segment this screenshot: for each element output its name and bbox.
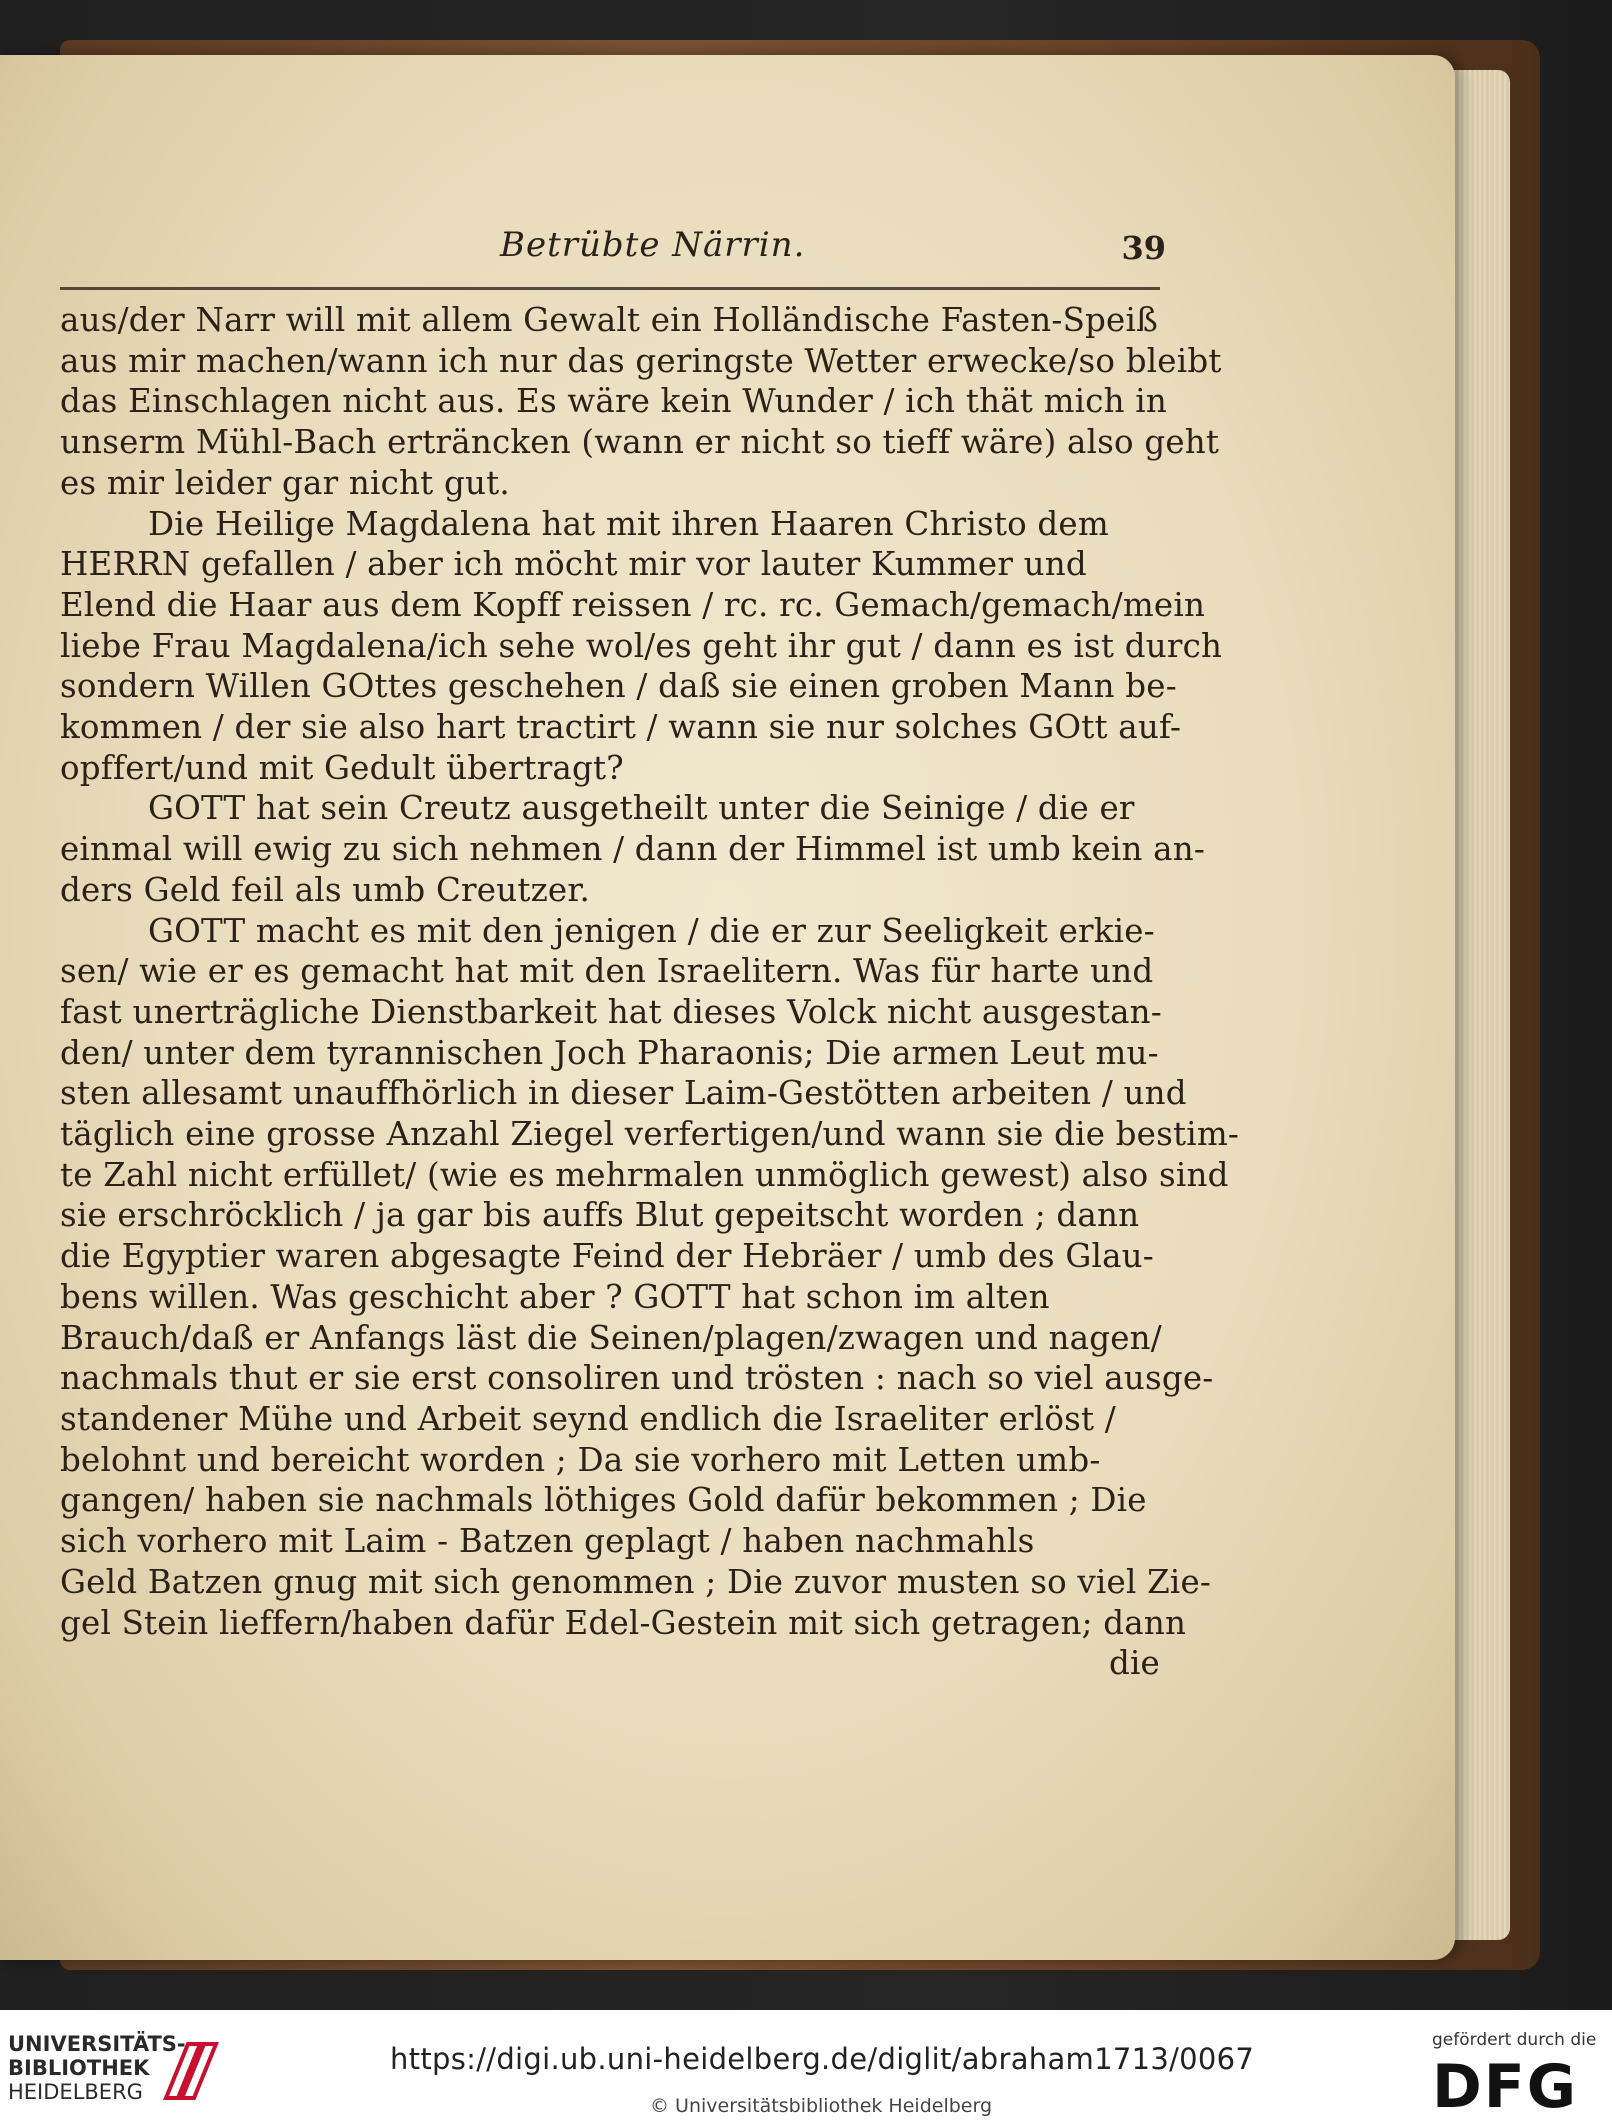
book-page	[0, 55, 1455, 1960]
text-line: ders Geld feil als umb Creutzer.	[60, 870, 591, 909]
running-head	[60, 225, 1166, 281]
text-line: liebe Frau Magdalena/ich sehe wol/es geht ihr gut / dann es ist durch	[60, 626, 1223, 665]
catchword: die	[1108, 1644, 1160, 1683]
text-line: GOTT hat sein Creutz ausgetheilt unter die Seinige / die er	[148, 789, 1135, 828]
text-line: aus/der Narr will mit allem Gewalt ein Holländische Fasten-Speiß	[60, 301, 1158, 339]
dfg-logo: DFG	[1432, 2052, 1579, 2122]
text-line: einmal will ewig zu sich nehmen / dann der Himmel ist umb kein an-	[60, 830, 1206, 869]
text-line: sten allesamt unauffhörlich in dieser Laim-Gestötten arbeiten / und	[60, 1074, 1187, 1113]
text-line: kommen / der sie also hart tractirt / wann sie nur solches GOtt auf-	[60, 708, 1182, 747]
text-line: GOTT macht es mit den jenigen / die er zur Seeligkeit erkie-	[148, 911, 1155, 950]
sponsor-text: gefördert durch die	[1432, 2030, 1597, 2050]
text-line: sich vorhero mit Laim - Batzen geplagt / haben nachmahls	[60, 1522, 1035, 1561]
text-line: standener Mühe und Arbeit seynd endlich die Israeliter erlöst /	[60, 1399, 1116, 1438]
text-line: den/ unter dem tyrannischen Joch Pharaonis; Die armen Leut mu-	[60, 1033, 1159, 1072]
library-name-line3: HEIDELBERG	[8, 2080, 143, 2104]
text-line: die Egyptier waren abgesagte Feind der Hebräer / umb des Glau-	[60, 1237, 1154, 1276]
text-line: sondern Willen GOttes geschehen / daß sie einen groben Mann be-	[60, 667, 1177, 706]
text-line: bens willen. Was geschicht aber ? GOTT hat schon im alten	[60, 1277, 1050, 1316]
copyright-notice: © Universitätsbibliothek Heidelberg	[650, 2095, 993, 2117]
text-line: es mir leider gar nicht gut.	[60, 463, 510, 502]
library-name	[8, 2032, 186, 2104]
permalink-url[interactable]: https://digi.ub.uni-heidelberg.de/diglit/abraham1713/0067	[390, 2042, 1255, 2076]
text-line: nachmals thut er sie erst consoliren und trösten : nach so viel ausge-	[60, 1359, 1214, 1398]
text-line: das Einschlagen nicht aus. Es wäre kein Wunder / ich thät mich in	[60, 382, 1167, 421]
text-line: Brauch/daß er Anfangs läst die Seinen/plagen/zwagen und nagen/	[60, 1318, 1162, 1357]
text-line: fast unerträgliche Dienstbarkeit hat dieses Volck nicht ausgestan-	[60, 992, 1162, 1031]
text-line: täglich eine grosse Anzahl Ziegel verfertigen/und wann sie die bestim-	[60, 1115, 1240, 1154]
page-number: 39	[1121, 229, 1166, 267]
text-line: HERRN gefallen / aber ich möcht mir vor lauter Kummer und	[60, 545, 1087, 584]
text-line: Geld Batzen gnug mit sich genommen ; Die zuvor musten so viel Zie-	[60, 1562, 1212, 1601]
text-line: aus mir machen/wann ich nur das geringste Wetter erwecke/so bleibt	[60, 341, 1222, 380]
viewer-footer	[0, 2010, 1612, 2125]
text-line: gel Stein lieffern/haben dafür Edel-Gestein mit sich getragen; dann	[60, 1603, 1187, 1642]
library-name-line1: UNIVERSITÄTS-	[8, 2032, 186, 2056]
library-logo-icon	[160, 2036, 224, 2106]
text-line: Elend die Haar aus dem Kopff reissen / rc. rc. Gemach/gemach/mein	[60, 585, 1206, 624]
library-name-line2: BIBLIOTHEK	[8, 2056, 150, 2080]
body-text	[60, 300, 1240, 1643]
text-line: gangen/ haben sie nachmals löthiges Gold dafür bekommen ; Die	[60, 1481, 1147, 1520]
text-line: Die Heilige Magdalena hat mit ihren Haaren Christo dem	[148, 504, 1109, 543]
text-line: te Zahl nicht erfüllet/ (wie es mehrmalen unmöglich gewest) also sind	[60, 1155, 1229, 1194]
text-line: opffert/und mit Gedult übertragt?	[60, 748, 624, 787]
text-line: sen/ wie er es gemacht hat mit den Israelitern. Was für harte und	[60, 952, 1154, 991]
running-title: Betrübte Närrin.	[500, 225, 806, 265]
text-line: belohnt und bereicht worden ; Da sie vorhero mit Letten umb-	[60, 1440, 1101, 1479]
header-rule	[60, 287, 1160, 290]
text-line: sie erschröcklich / ja gar bis auffs Blut gepeitscht worden ; dann	[60, 1196, 1140, 1235]
page-content	[60, 225, 1240, 1684]
text-line: unserm Mühl-Bach erträncken (wann er nicht so tieff wäre) also geht	[60, 423, 1220, 462]
